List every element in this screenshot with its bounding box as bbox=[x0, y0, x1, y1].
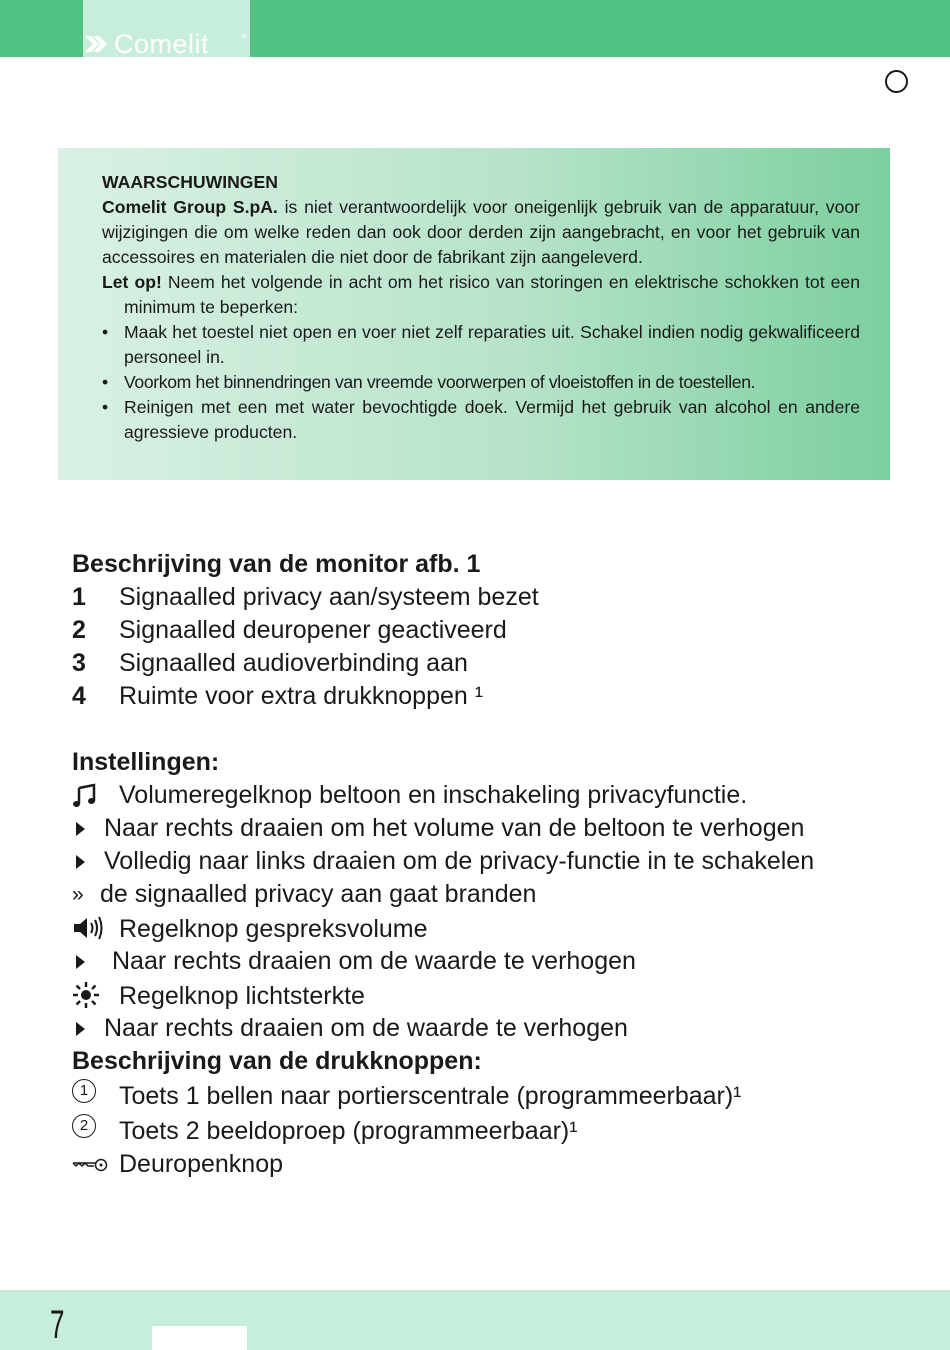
comelit-logo bbox=[83, 28, 250, 58]
key2-text: Toets 2 beeldoproep (programmeerbaar)¹ bbox=[119, 1117, 578, 1145]
circled-number-icon bbox=[72, 1078, 96, 1112]
warning-bullet: • Reinigen met een met water bevochtigde doek. Vermijd het gebruik van alcohol en andere agressieve producten. bbox=[102, 395, 860, 445]
footer-tab bbox=[152, 1326, 247, 1350]
item-text: Signaalled audioverbinding aan bbox=[119, 649, 468, 677]
warnings-box bbox=[58, 148, 890, 480]
item-number: 4 bbox=[72, 682, 86, 710]
monitor-item bbox=[72, 680, 902, 713]
monitor-item bbox=[72, 581, 902, 614]
buttons-heading: Beschrijving van de drukknoppen: bbox=[72, 1047, 482, 1075]
registered-mark: ® bbox=[241, 32, 247, 41]
attention-text: Neem het volgende in acht om het risico van storingen en elektrische schokken tot een minimum te beperken: bbox=[124, 272, 860, 317]
brightness-setting bbox=[72, 978, 902, 1012]
speech-right bbox=[72, 945, 902, 978]
privacy-result bbox=[72, 878, 902, 911]
speech-volume-setting bbox=[72, 911, 902, 945]
brightness-label: Regelknop lichtsterkte bbox=[119, 982, 365, 1010]
speech-label: Regelknop gespreksvolume bbox=[119, 915, 428, 943]
spacer bbox=[72, 713, 902, 746]
key1-number: 1 bbox=[72, 1079, 96, 1103]
item-number: 2 bbox=[72, 616, 86, 644]
key-icon bbox=[72, 1148, 108, 1181]
warnings-disclaimer bbox=[102, 195, 860, 270]
item-text: Ruimte voor extra drukknoppen ¹ bbox=[119, 682, 484, 710]
ringtone-right bbox=[72, 812, 902, 845]
item-text: Signaalled privacy aan/systeem bezet bbox=[119, 583, 539, 611]
door-item bbox=[72, 1148, 902, 1181]
warning-bullet: • Maak het toestel niet open en voer niet zelf reparaties uit. Schakel indien nodig gekwalificeerd personeel in. bbox=[102, 320, 860, 370]
triangle-arrow-icon bbox=[72, 845, 85, 878]
comelit-logo-mark-icon bbox=[85, 34, 113, 54]
item-number: 1 bbox=[72, 583, 86, 611]
instruction-text: Naar rechts draaien om de waarde te verhogen bbox=[112, 947, 636, 975]
attention-label: Let op! bbox=[102, 272, 162, 292]
page-number: 7 bbox=[50, 1303, 65, 1347]
item-text: Signaalled deuropener geactiveerd bbox=[119, 616, 507, 644]
monitor-heading: Beschrijving van de monitor afb. 1 bbox=[72, 550, 481, 578]
item-number: 3 bbox=[72, 649, 86, 677]
result-marker: » bbox=[72, 883, 84, 906]
key2-number: 2 bbox=[72, 1114, 96, 1138]
instruction-text: Naar rechts draaien om het volume van de beltoon te verhogen bbox=[104, 814, 805, 842]
monitor-item bbox=[72, 647, 902, 680]
brightness-right bbox=[72, 1012, 902, 1045]
disclaimer-text: is niet verantwoordelijk voor oneigenlijk gebruik van de apparatuur, voor wijzigingen die om welke reden dan ook door derden zijn aangebracht, en voor het gebruik van accessoires en materialen die niet door de fabrikant zijn aangeleverd. bbox=[102, 197, 861, 267]
result-text: de signaalled privacy aan gaat branden bbox=[100, 880, 537, 908]
circle-marker-icon bbox=[885, 70, 908, 93]
ringtone-label: Volumeregelknop beltoon en inschakeling privacyfunctie. bbox=[119, 781, 748, 809]
logo-text: Comelit bbox=[114, 29, 210, 59]
triangle-arrow-icon bbox=[72, 812, 85, 845]
circled-number-icon bbox=[72, 1113, 96, 1147]
instruction-text: Volledig naar links draaien om de privacy-functie in te schakelen bbox=[104, 847, 815, 875]
ringtone-left bbox=[72, 845, 902, 878]
speaker-volume-icon bbox=[72, 911, 104, 944]
warnings-title: WAARSCHUWINGEN bbox=[102, 172, 278, 192]
key1-text: Toets 1 bellen naar portierscentrale (programmeerbaar)¹ bbox=[119, 1082, 742, 1110]
footer-bar bbox=[0, 1290, 950, 1350]
triangle-arrow-icon bbox=[72, 945, 85, 978]
key1-item bbox=[72, 1078, 902, 1113]
company-name: Comelit Group S.pA. bbox=[102, 197, 278, 217]
warnings-attention bbox=[102, 270, 860, 320]
key2-item bbox=[72, 1113, 902, 1148]
door-text: Deuropenknop bbox=[119, 1150, 284, 1178]
logo-tab bbox=[83, 0, 250, 57]
settings-heading: Instellingen: bbox=[72, 748, 220, 776]
warnings-content bbox=[102, 170, 860, 445]
instruction-text: Naar rechts draaien om de waarde te verhogen bbox=[104, 1014, 628, 1042]
main-content bbox=[72, 548, 902, 1181]
warning-bullet: • Voorkom het binnendringen van vreemde voorwerpen of vloeistoffen in de toestellen. bbox=[102, 370, 860, 395]
music-note-icon bbox=[72, 779, 98, 812]
ringtone-setting bbox=[72, 779, 902, 812]
monitor-item bbox=[72, 614, 902, 647]
triangle-arrow-icon bbox=[72, 1012, 85, 1045]
sun-brightness-icon bbox=[72, 978, 100, 1011]
